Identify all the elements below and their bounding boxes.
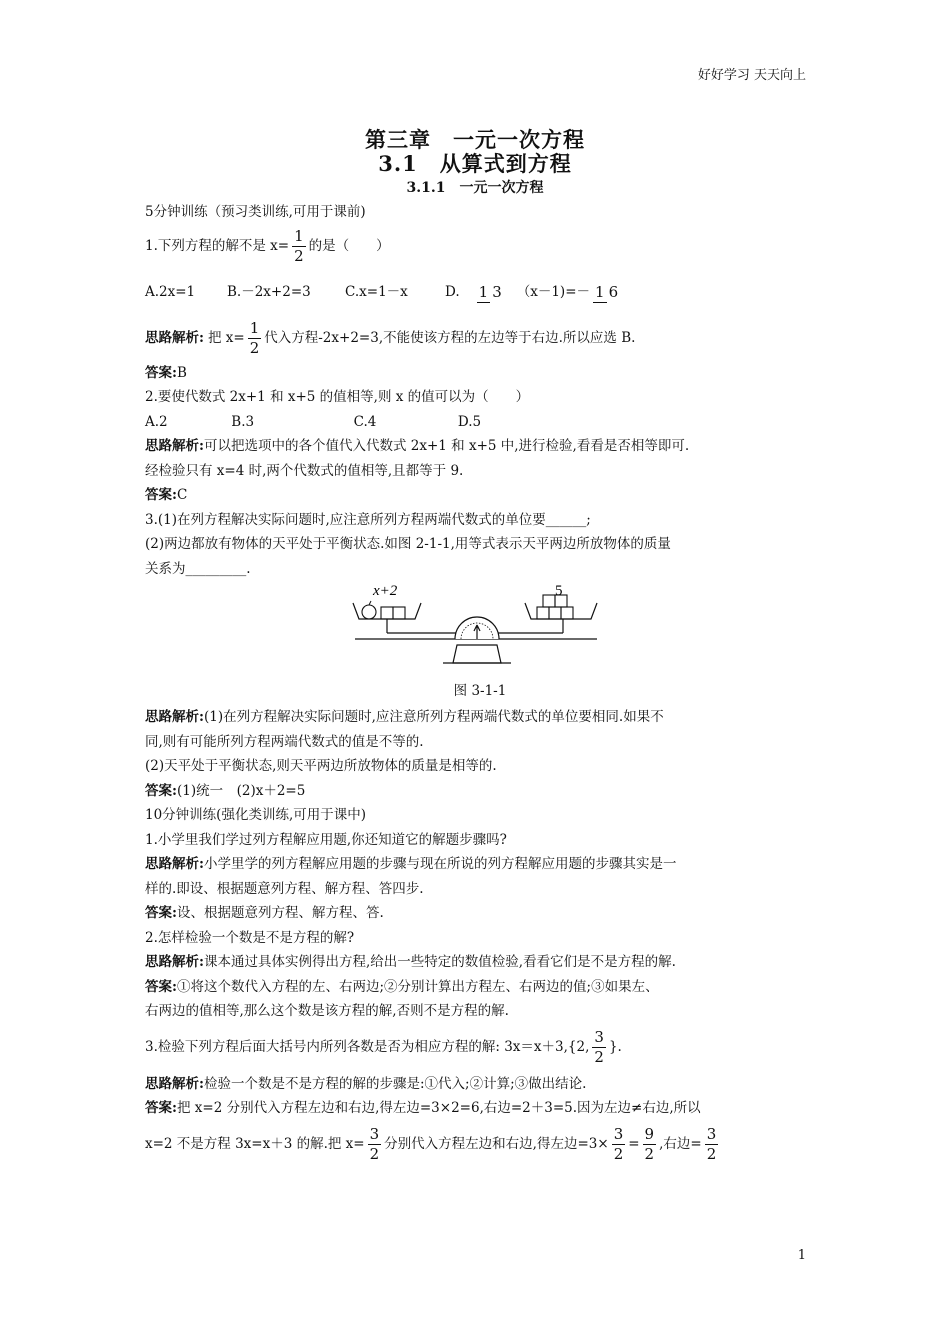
figure-caption: 图 3-1-1 [453, 683, 507, 699]
balance-scale-illustration [335, 581, 625, 673]
s2-question-3-answer: 答案:把 x=2 分别代入方程左边和右边,得左边=3×2=6,右边=2＋3=5.因为左边≠右边,所以 [145, 1100, 701, 1116]
option-b: B.－2x+2=3 [227, 284, 311, 301]
question-2-options: A.2 B.3 C.4 D.5 [145, 413, 482, 430]
s2-question-3-answer-cont: x=2 不是方程 3x=x＋3 的解.把 x= $\frac{3}{2}$ 分别代入方程左边和右边,得左边=3× $\frac{3}{2}$ = $\frac{9}{2}$ ,右边= $\frac{3}{2}$ [145, 1125, 717, 1163]
right-pan-label: 5 [555, 583, 563, 599]
question-3-analysis: 思路解析:(1)在列方程解决实际问题时,应注意所列方程两端代数式的单位要相同.如果不 [145, 709, 664, 725]
s2-question-3: 3.检验下列方程后面大括号内所列各数是否为相应方程的解: 3x＝x＋3,{2, $\frac{3}{2}$ }. [145, 1028, 622, 1066]
chapter-title: 第三章 一元一次方程 [365, 127, 585, 152]
question-3-part2-cont: 关系为_________. [145, 560, 251, 577]
section-heading-5min: 5分钟训练（预习类训练,可用于课前) [145, 204, 366, 220]
question-3-analysis-cont: 同,则有可能所列方程两端代数式的值是不等的. [145, 733, 424, 750]
question-1: 1.下列方程的解不是 x= $\frac{1}{2}$ 的是（ ） [145, 227, 390, 265]
s2-question-1-answer: 答案:设、根据题意列方程、解方程、答. [145, 905, 384, 921]
s2-question-1-analysis-cont: 样的.即设、根据题意列方程、解方程、答四步. [145, 880, 424, 897]
question-3-part2: (2)两边都放有物体的天平处于平衡状态.如图 2-1-1,用等式表示天平两边所放物体的质量 [145, 536, 671, 552]
s2-question-2-answer: 答案:①将这个数代入方程的左、右两边;②分别计算出方程左、右两边的值;③如果左、 [145, 978, 659, 995]
left-pan-label: x+2 [373, 583, 398, 599]
s2-question-1: 1.小学里我们学过列方程解应用题,你还知道它的解题步骤吗? [145, 831, 507, 848]
fraction: $\frac{1}{2}$ [294, 227, 304, 265]
s2-question-3-analysis: 思路解析:检验一个数是不是方程的解的步骤是:①代入;②计算;③做出结论. [145, 1075, 587, 1092]
subsection-title: 3.1.1 一元一次方程 [406, 180, 544, 196]
s2-question-2-analysis: 思路解析:课本通过具体实例得出方程,给出一些特定的数值检验,看看它们是不是方程的解. [145, 954, 676, 970]
question-2: 2.要使代数式 2x+1 和 x+5 的值相等,则 x 的值可以为（ ） [145, 389, 530, 405]
content-body [145, 200, 815, 1169]
option-c: C.x=1－x [345, 284, 408, 301]
question-2-analysis: 思路解析:可以把选项中的各个值代入代数式 2x+1 和 x+5 中,进行检验,看看是否相等即可. [145, 438, 690, 454]
question-2-analysis-cont: 经检验只有 x=4 时,两个代数式的值相等,且都等于 9. [145, 462, 464, 479]
question-1-analysis: 思路解析: 把 x= $\frac{1}{2}$ 代入方程-2x+2=3,不能使该方程的左边等于右边.所以应选 B. [145, 319, 636, 357]
s2-question-1-analysis: 思路解析:小学里学的列方程解应用题的步骤与现在所说的列方程解应用题的步骤其实是一 [145, 856, 677, 872]
question-1-options [145, 269, 815, 317]
section-title: 3.1 从算式到方程 [378, 151, 572, 176]
s2-question-2-answer-cont: 右两边的值相等,那么这个数是该方程的解,否则不是方程的解. [145, 1003, 509, 1019]
balance-figure [145, 581, 815, 677]
question-3-part1: 3.(1)在列方程解决实际问题时,应注意所列方程两端代数式的单位要______; [145, 511, 591, 528]
s2-question-2: 2.怎样检验一个数是不是方程的解? [145, 929, 355, 946]
apple-icon [362, 605, 376, 619]
section-heading-10min: 10分钟训练(强化类训练,可用于课中) [145, 807, 367, 823]
page-number: 1 [797, 1248, 806, 1263]
question-1-answer: 答案:B [145, 364, 187, 381]
header-slogan: 好好学习 天天向上 [697, 68, 806, 83]
question-2-answer: 答案:C [145, 487, 188, 503]
option-d: D. 1 3 （x－1)=－ 1 6 [445, 282, 619, 301]
option-a: A.2x=1 [145, 284, 196, 301]
question-3-analysis-part2: (2)天平处于平衡状态,则天平两边所放物体的质量是相等的. [145, 758, 497, 774]
question-3-answer: 答案:(1)统一 (2)x＋2=5 [145, 782, 306, 799]
